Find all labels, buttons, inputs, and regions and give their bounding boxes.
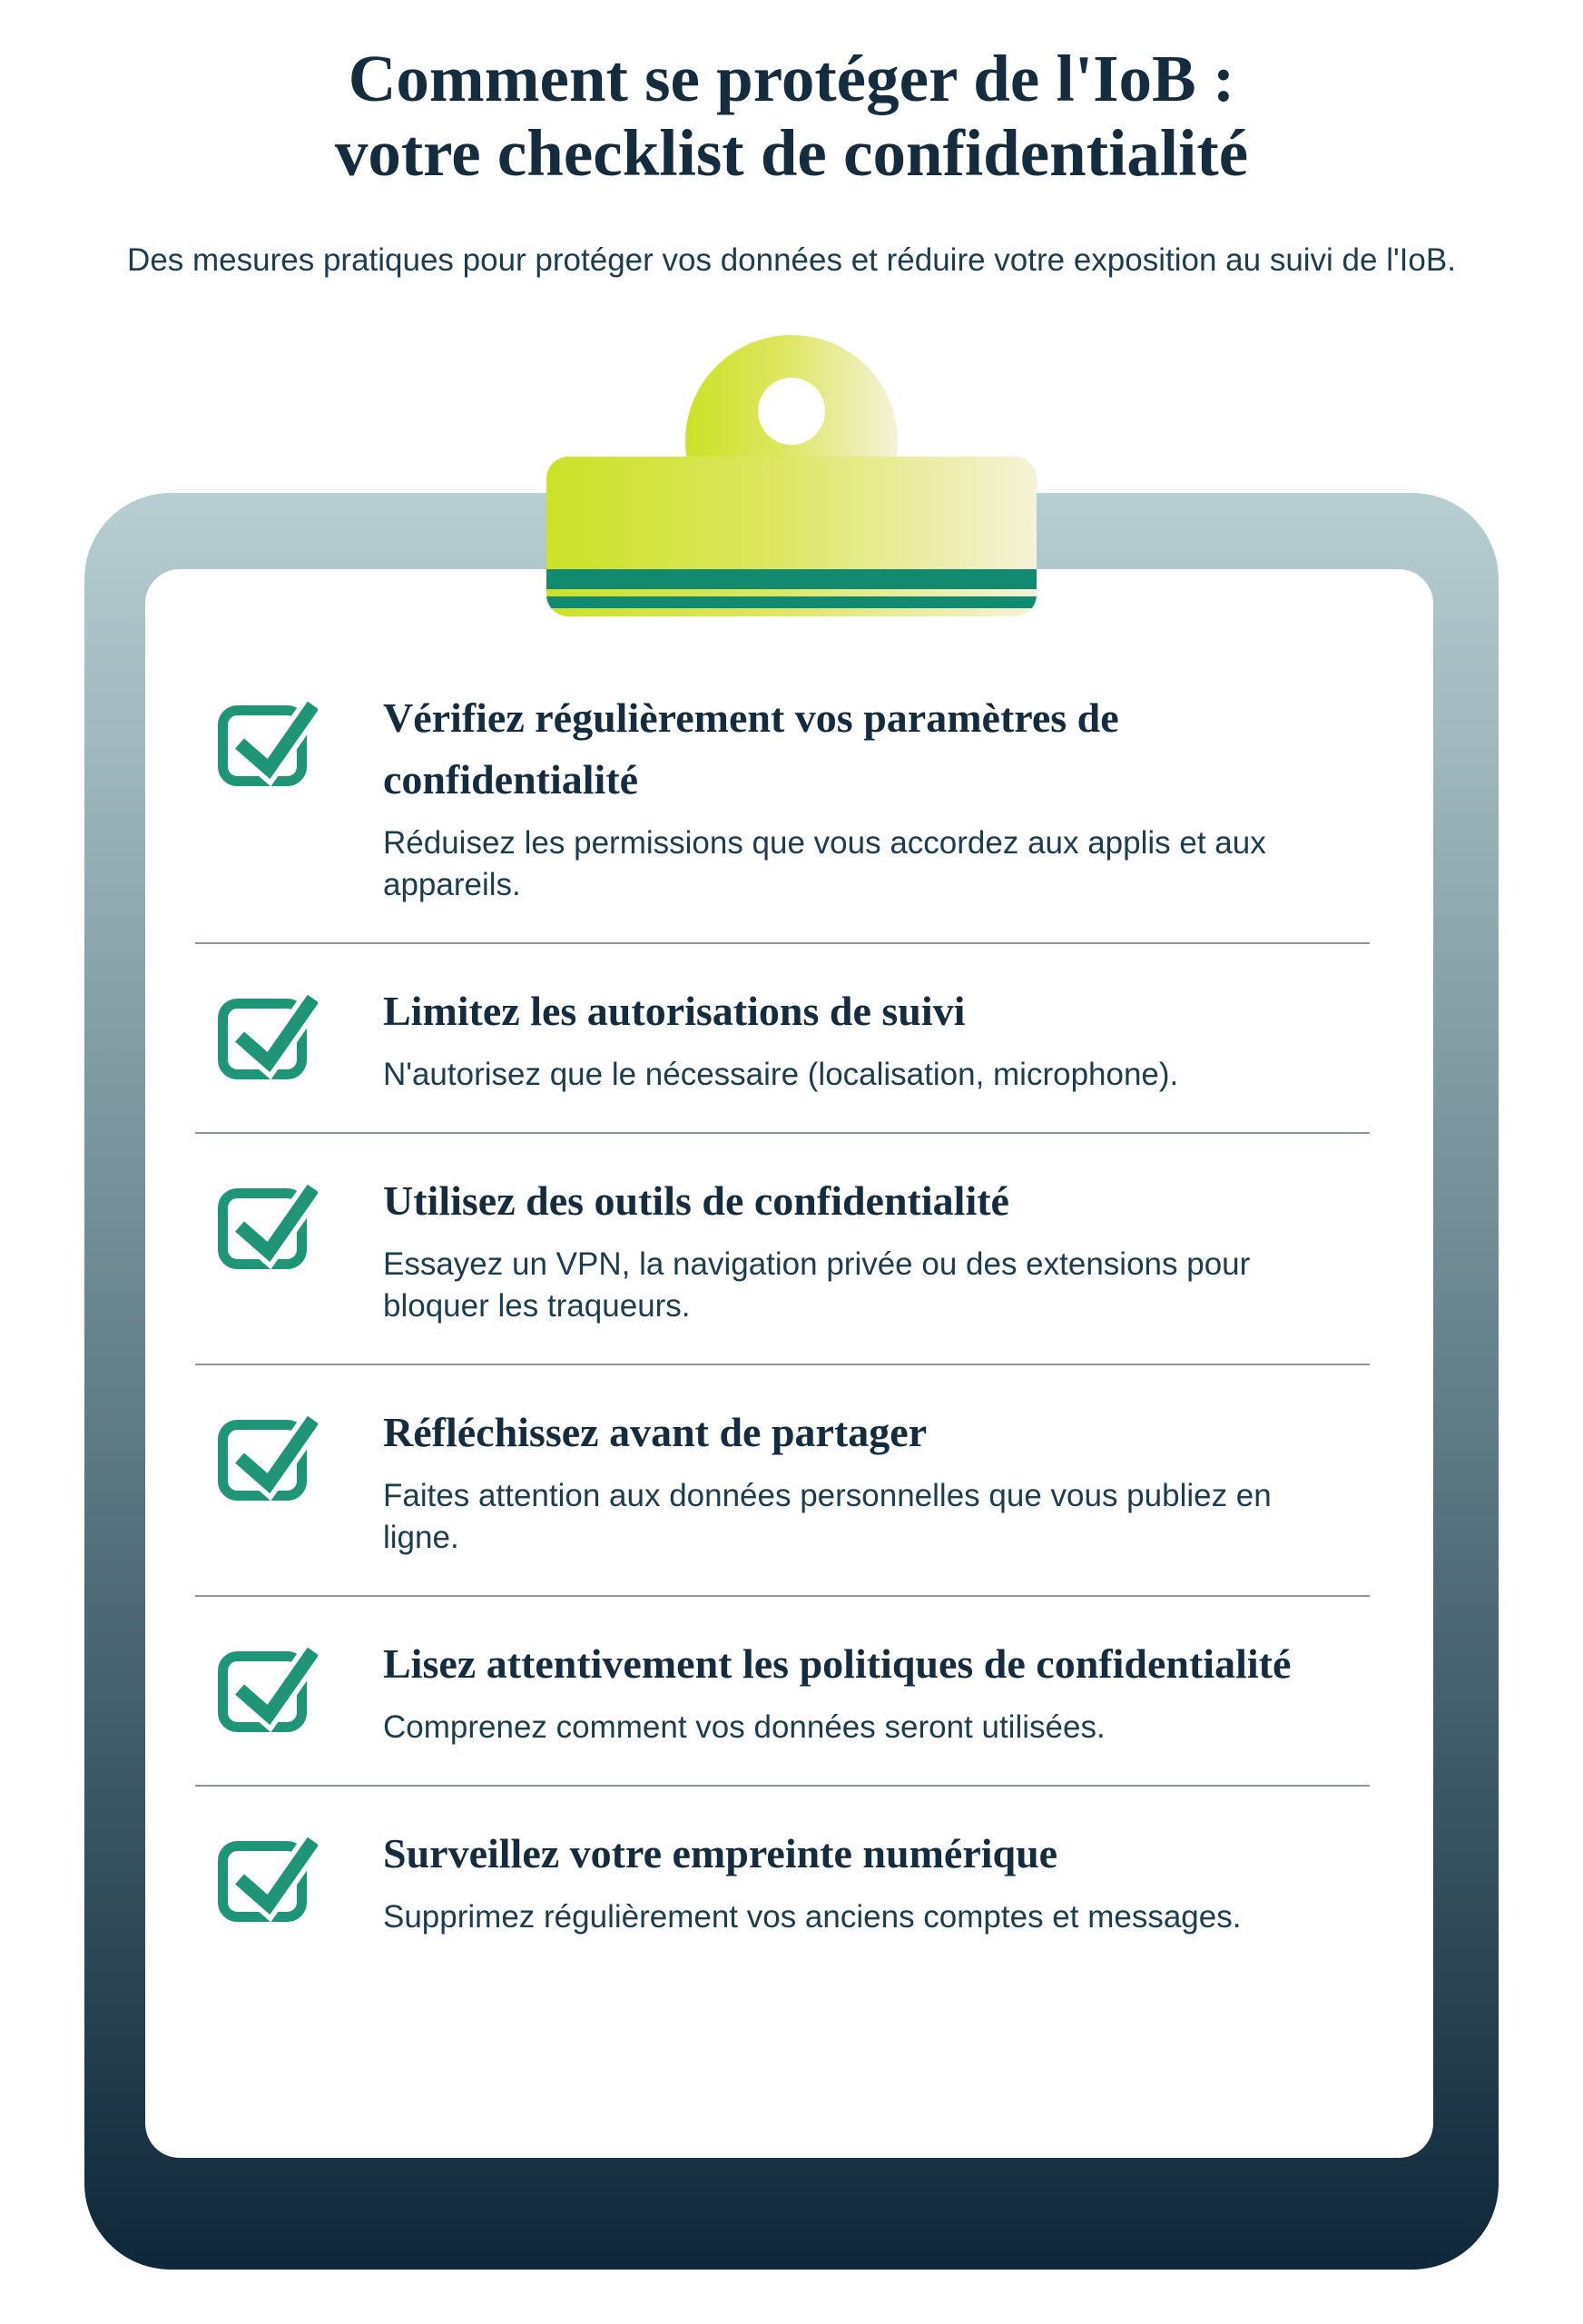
checklist-item bbox=[216, 1134, 1328, 1364]
item-description: Réduisez les permissions que vous accordez aux applis et aux appareils. bbox=[383, 825, 1266, 902]
checklist-item bbox=[216, 687, 1328, 942]
item-title: Utilisez des outils de confidentialité bbox=[383, 1177, 1009, 1224]
checklist-item bbox=[216, 1787, 1328, 1974]
checklist-item bbox=[216, 1365, 1328, 1595]
item-title: Limitez les autorisations de suivi bbox=[383, 988, 966, 1034]
checklist-card bbox=[145, 569, 1433, 2158]
checklist-item bbox=[216, 944, 1328, 1132]
item-title: Réfléchissez avant de partager bbox=[383, 1409, 928, 1455]
checklist-item-text bbox=[383, 1823, 1328, 1938]
page-title-line-2: votre checklist de confidentialité bbox=[334, 116, 1249, 190]
clip-stripe-2 bbox=[546, 596, 1037, 608]
checklist-item-text bbox=[383, 980, 1328, 1096]
page-title bbox=[0, 42, 1583, 191]
header bbox=[0, 0, 1583, 281]
checkbox-checked-icon bbox=[216, 1828, 318, 1923]
item-description: N'autorisez que le nécessaire (localisation, microphone). bbox=[383, 1057, 1179, 1092]
item-title: Vérifiez régulièrement vos paramètres de confidentialité bbox=[383, 694, 1119, 803]
item-title: Surveillez votre empreinte numérique bbox=[383, 1830, 1058, 1876]
item-description: Supprimez régulièrement vos anciens comptes et messages. bbox=[383, 1899, 1242, 1935]
clipboard-board bbox=[84, 493, 1499, 2270]
clip-body bbox=[546, 457, 1037, 616]
checklist-item-text bbox=[383, 1633, 1328, 1748]
item-description: Faites attention aux données personnelles que vous publiez en ligne. bbox=[383, 1478, 1272, 1555]
checkbox-checked-icon bbox=[216, 693, 318, 787]
checklist-item bbox=[216, 1597, 1328, 1785]
clip-stripe-1 bbox=[546, 569, 1037, 589]
clipboard-clip-icon bbox=[546, 335, 1037, 616]
checkbox-checked-icon bbox=[216, 1176, 318, 1270]
checklist bbox=[145, 569, 1433, 2158]
clip-hole bbox=[758, 378, 825, 445]
checkbox-checked-icon bbox=[216, 1407, 318, 1502]
checklist-item-text bbox=[383, 687, 1328, 906]
page-title-line-1: Comment se protéger de l'IoB : bbox=[348, 42, 1235, 115]
item-description: Essayez un VPN, la navigation privée ou des extensions pour bloquer les traqueurs. bbox=[383, 1246, 1251, 1324]
checklist-item-text bbox=[383, 1170, 1328, 1327]
page-subtitle: Des mesures pratiques pour protéger vos données et réduire votre exposition au suivi de l'IoB. bbox=[127, 242, 1456, 278]
item-description: Comprenez comment vos données seront utilisées. bbox=[383, 1709, 1106, 1745]
checkbox-checked-icon bbox=[216, 986, 318, 1080]
item-title: Lisez attentivement les politiques de confidentialité bbox=[383, 1640, 1292, 1687]
checkbox-checked-icon bbox=[216, 1639, 318, 1733]
checklist-item-text bbox=[383, 1402, 1328, 1559]
